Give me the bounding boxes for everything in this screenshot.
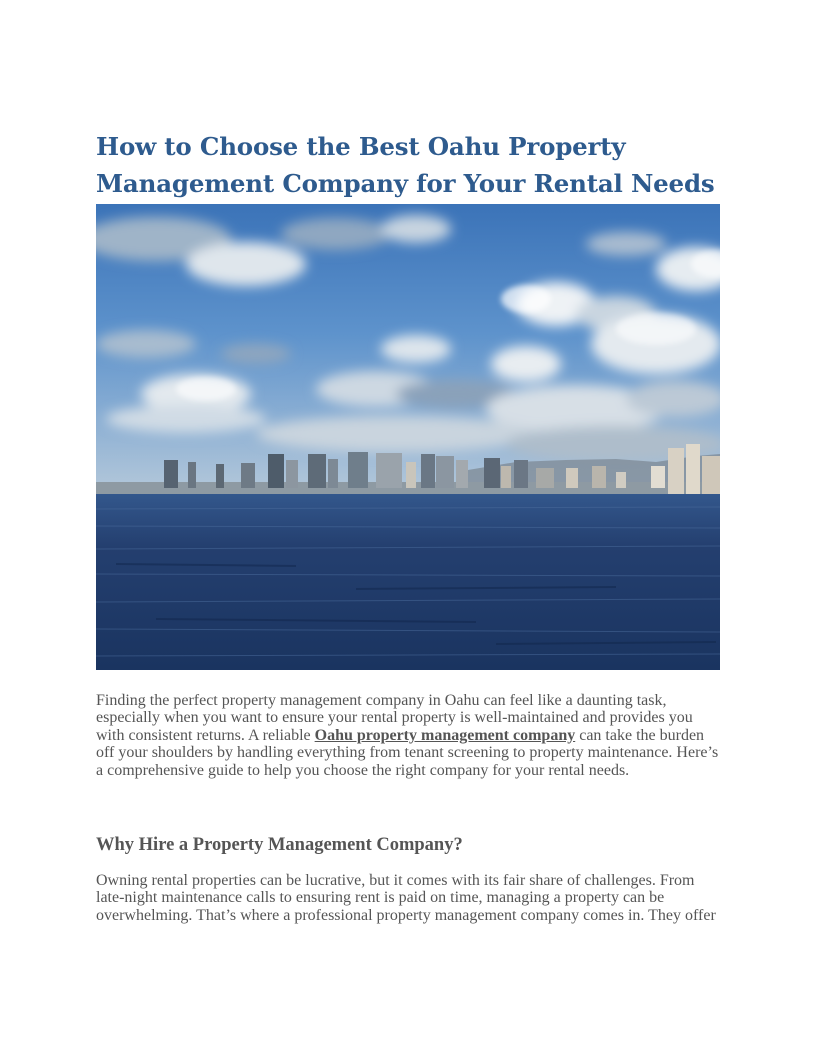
hero-image [96, 204, 720, 670]
intro-paragraph [96, 692, 720, 779]
section-heading-why-hire: Why Hire a Property Management Company? [96, 835, 463, 856]
section-paragraph-why-hire: Owning rental properties can be lucrative, but it comes with its fair share of challenges. From late-night maintenance calls to ensuring rent is paid on time, managing a property can be overwhelming. That’s where a professional property management company comes in. They offer [96, 872, 716, 924]
intro-text-start: Finding the perfect property management company in Oahu can feel like a daunting task, especially when you want to ensure your rental property is well-maintained and provides you with consistent returns. A reliable [96, 692, 693, 744]
intro-text-end: can take the burden off your shoulders by handling everything from tenant screening to property maintenance. Here’s a comprehensive guide to help you choose the right company for your rental needs. [96, 726, 719, 779]
article-title: How to Choose the Best Oahu Property Management Company for Your Rental Needs [96, 132, 715, 198]
oahu-property-management-link[interactable]: Oahu property management company [314, 726, 576, 744]
article [96, 128, 720, 924]
